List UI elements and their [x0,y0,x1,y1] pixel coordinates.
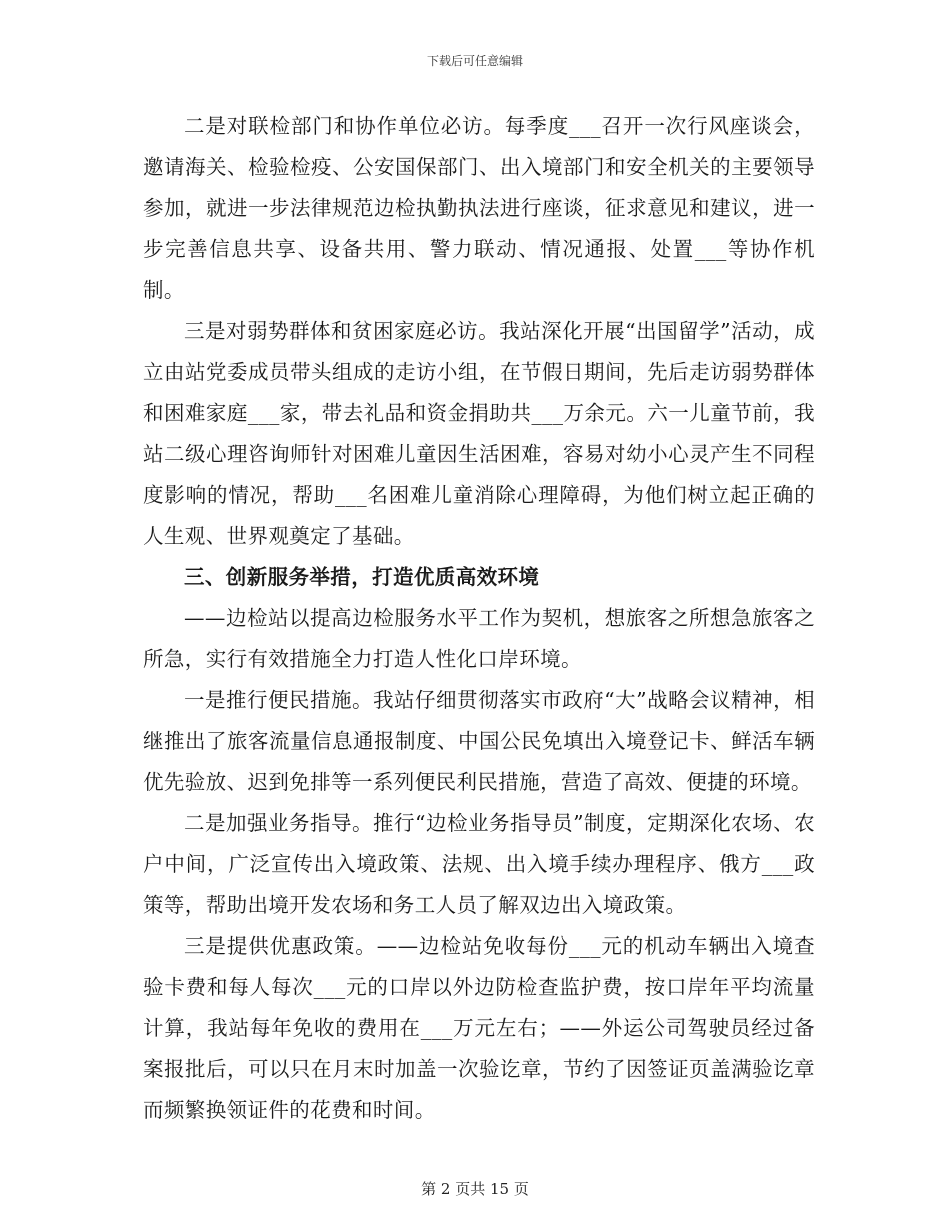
page-number: 第 2 页共 15 页 [421,1180,529,1198]
section-heading: 三、创新服务举措，打造优质高效环境 [184,565,540,589]
paragraph-preferential-policies: 三是提供优惠政策。——边检站免收每份___元的机动车辆出入境查验卡费和每人每次___元的口岸以外边防检查监护费，按口岸年平均流量计算，我站每年免收的费用在___万元左右；——外运公司驾驶员经过备案报批后，可以只在月末时加盖一次验讫章，节约了因签证页盖满验讫章而频繁换领证件的花费和时间。 [143,934,815,1122]
paragraph-section-intro: ——边检站以提高边检服务水平工作为契机，想旅客之所想急旅客之所急，实行有效措施全力打造人性化口岸环境。 [143,606,815,671]
paragraph-convenience-measures: 一是推行便民措施。我站仔细贯彻落实市政府“大”战略会议精神，相继推出了旅客流量信息通报制度、中国公民免填出入境登记卡、鲜活车辆优先验放、迟到免排等一系列便民利民措施，营造了高效、便捷的环境。 [143,688,815,794]
paragraph-vulnerable-visits: 三是对弱势群体和贫困家庭必访。我站深化开展“出国留学”活动，成立由站党委成员带头组成的走访小组，在节假日期间，先后走访弱势群体和困难家庭___家，带去礼品和资金捐助共___万余元。六一儿童节前，我站二级心理咨询师针对困难儿童因生活困难，容易对幼小心灵产生不同程度影响的情况，帮助___名困难儿童消除心理障碍，为他们树立起正确的人生观、世界观奠定了基础。 [143,319,815,548]
page-header: 下载后可任意编辑 [426,54,523,68]
paragraph-liaison-visits: 二是对联检部门和协作单位必访。每季度___召开一次行风座谈会，邀请海关、检验检疫、公安国保部门、出入境部门和安全机关的主要领导参加，就进一步法律规范边检执勤执法进行座谈，征求意见和建议，进一步完善信息共享、设备共用、警力联动、情况通报、处置___等协作机制。 [143,114,815,302]
document-body [143,106,815,1131]
paragraph-business-guidance: 二是加强业务指导。推行“边检业务指导员”制度，定期深化农场、农户中间，广泛宣传出入境政策、法规、出入境手续办理程序、俄方___政策等，帮助出境开发农场和务工人员了解双边出入境政策。 [143,811,815,917]
